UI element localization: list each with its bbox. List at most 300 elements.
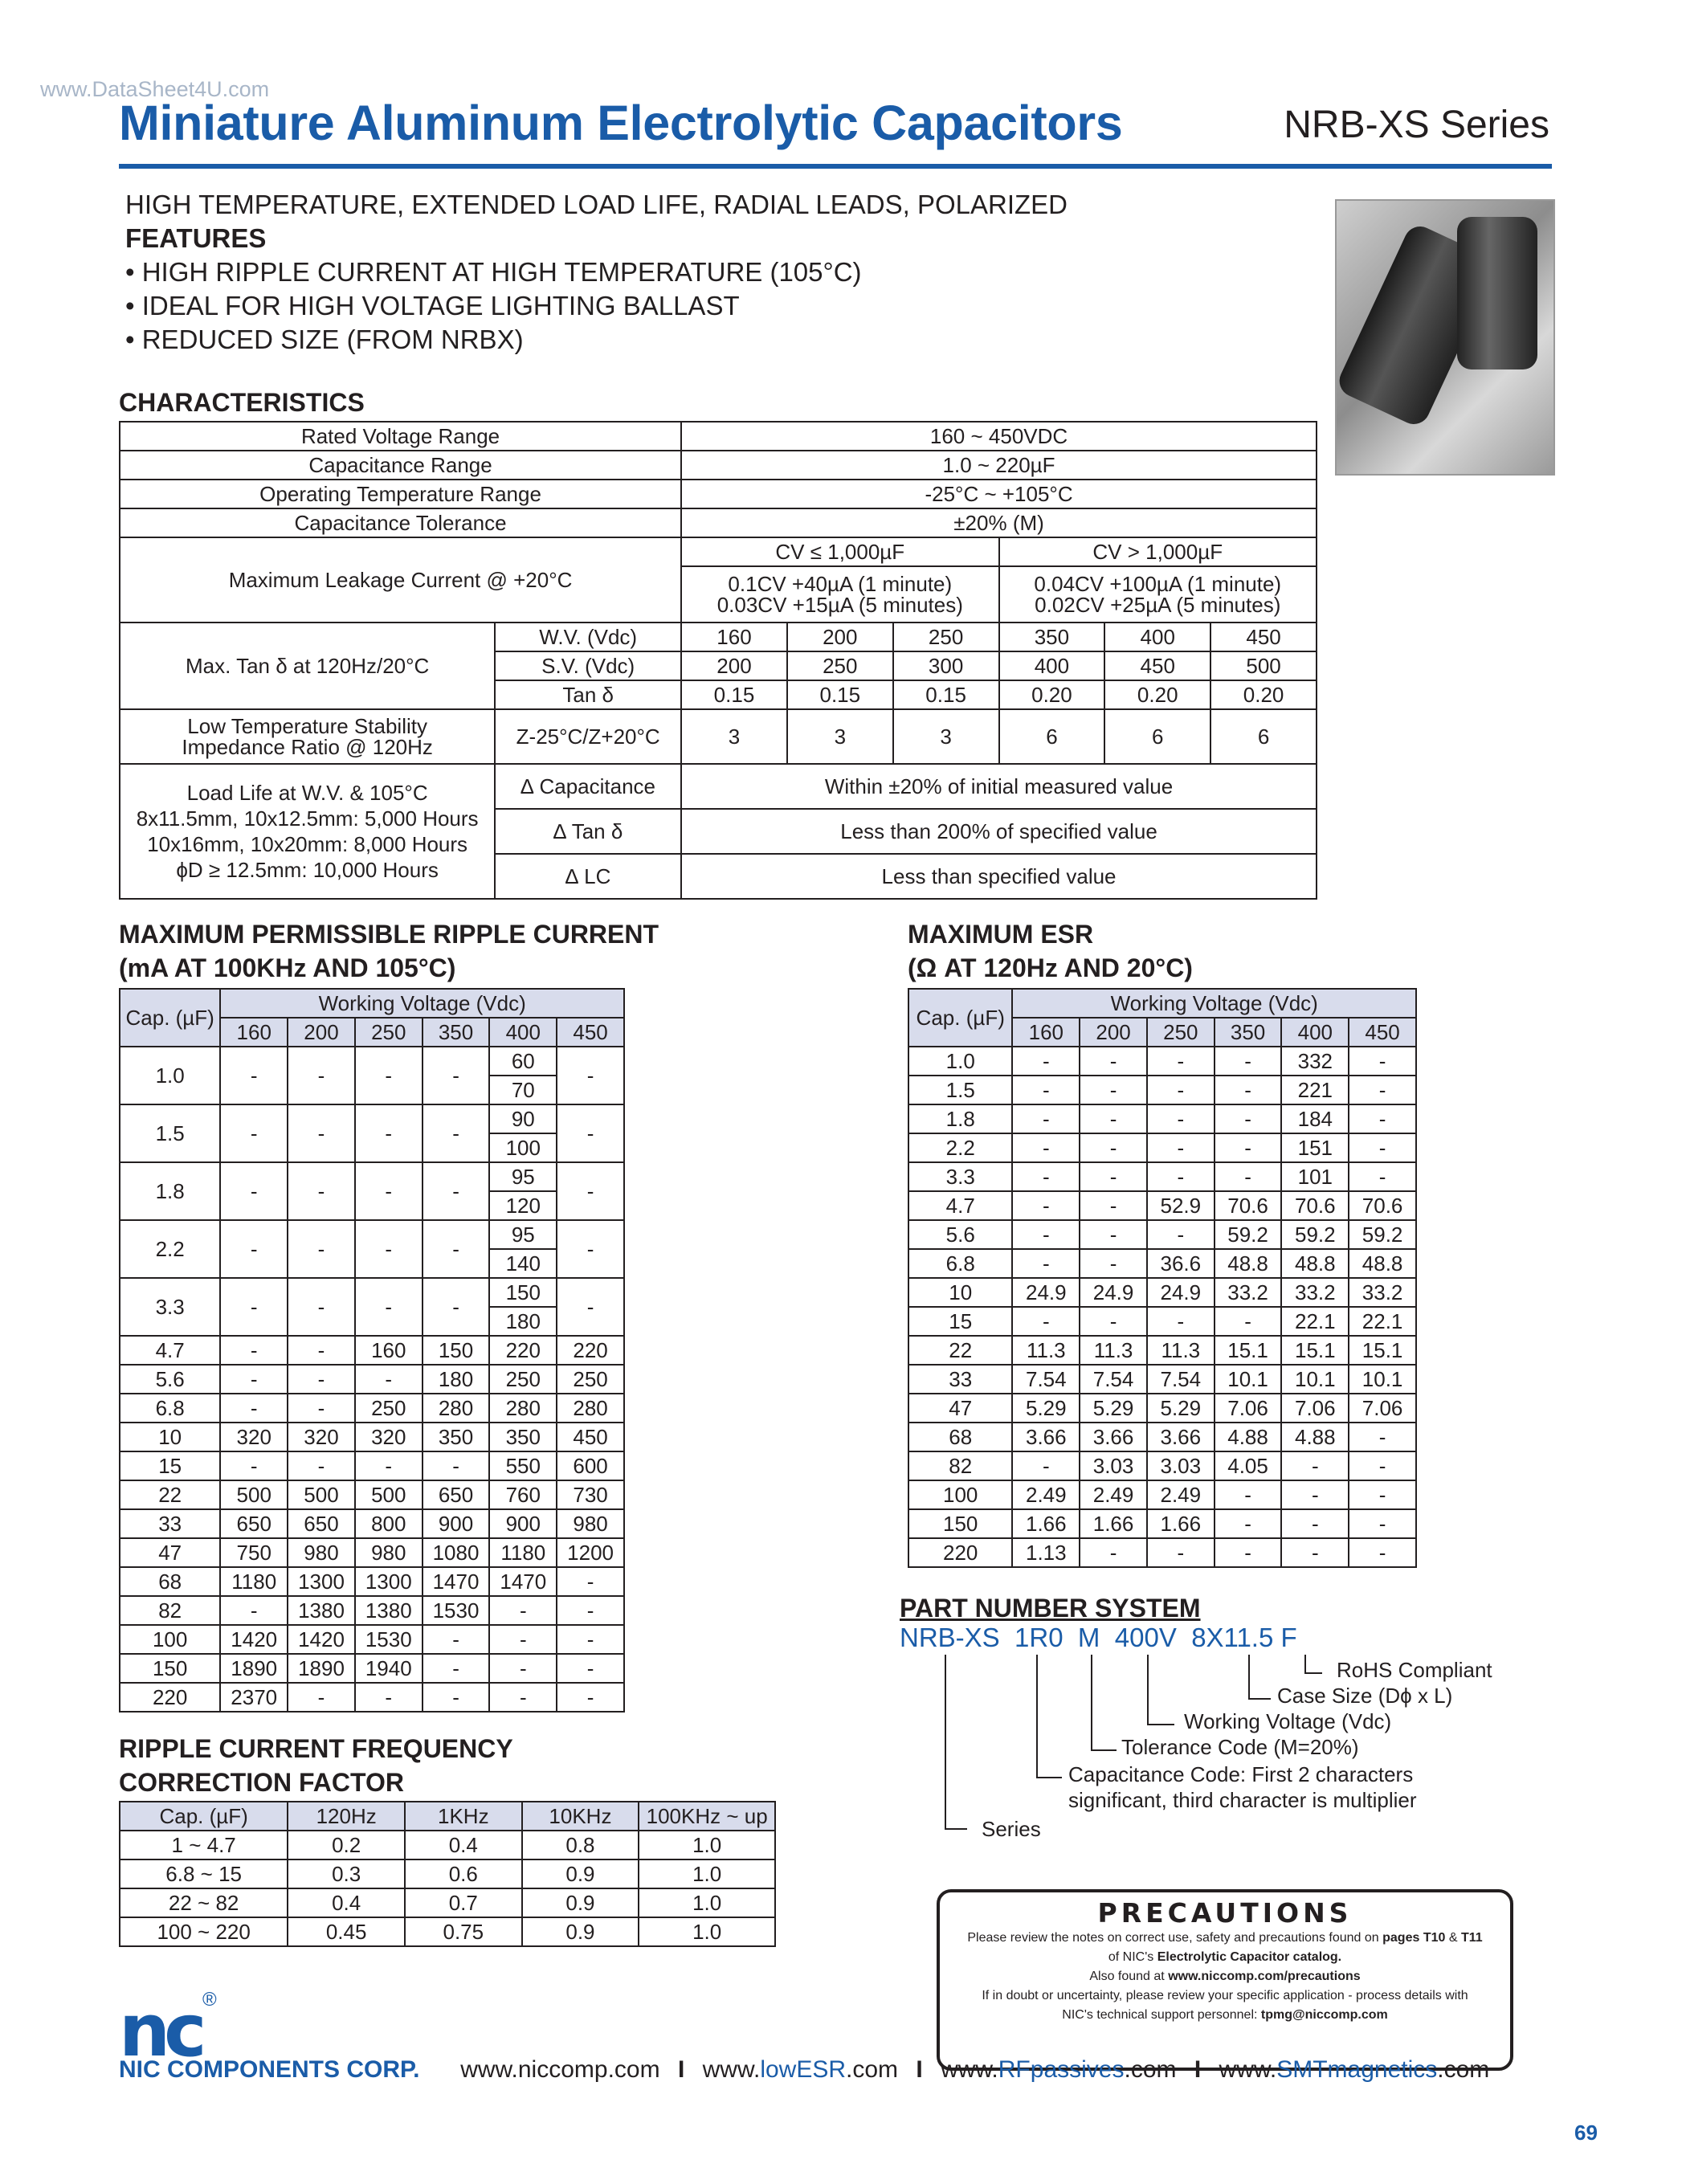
table-cell: 900: [423, 1509, 490, 1538]
leader-line: [945, 1655, 967, 1830]
table-cell: 1420: [220, 1625, 288, 1654]
table-cell: -: [423, 1162, 490, 1220]
table-cell: -: [288, 1683, 355, 1712]
text: NIC's technical support personnel:: [1062, 2008, 1261, 2022]
table-cell: 100 ~ 220: [120, 1917, 288, 1946]
table-cell: 4.7: [120, 1336, 220, 1365]
table-cell: 4.05: [1215, 1451, 1282, 1480]
table-row: [908, 1365, 1416, 1394]
table-cell: 350: [423, 1423, 490, 1451]
table-cell: -: [423, 1220, 490, 1278]
cell: ∆ Capacitance: [495, 764, 681, 809]
cell: 0.20: [1210, 680, 1317, 709]
table-cell: -: [220, 1394, 288, 1423]
leader-line: [1091, 1655, 1117, 1751]
heading-line: MAXIMUM PERMISSIBLE RIPPLE CURRENT: [119, 920, 659, 949]
pn-case: 8X11.5: [1191, 1623, 1274, 1652]
table-cell: 1470: [489, 1567, 557, 1596]
table-cell: 3.3: [908, 1162, 1012, 1191]
table-cell: 650: [288, 1509, 355, 1538]
table-cell: 250: [355, 1394, 423, 1423]
table-cell: 24.9: [1012, 1278, 1080, 1307]
table-cell: 2.2: [120, 1220, 220, 1278]
table-row: [908, 1480, 1416, 1509]
table-cell: -: [1215, 1162, 1282, 1191]
table-cell: 47: [908, 1394, 1012, 1423]
table-cell: 15: [120, 1451, 220, 1480]
table-cell: 1530: [423, 1596, 490, 1625]
text: .com: [607, 2056, 660, 2083]
column-header: 100KHz ~ up: [639, 1802, 775, 1831]
table-row: [908, 1394, 1416, 1423]
table-cell: 4.88: [1281, 1423, 1349, 1451]
table-cell: -: [1215, 1076, 1282, 1104]
table-cell: 90: [489, 1104, 557, 1133]
features-heading: FEATURES: [125, 223, 267, 253]
pn-capcode: 1R0: [1015, 1623, 1063, 1652]
table-cell: -: [1281, 1538, 1349, 1567]
table-cell: -: [1215, 1538, 1282, 1567]
table-row: [908, 1278, 1416, 1307]
table-cell: -: [355, 1162, 423, 1220]
table-cell: -: [288, 1162, 355, 1220]
table-cell: 59.2: [1349, 1220, 1416, 1249]
table-cell: 1 ~ 4.7: [120, 1831, 288, 1859]
row-value: 1.0 ~ 220µF: [681, 451, 1317, 480]
company-name: NIC COMPONENTS CORP.: [119, 2056, 420, 2083]
cell: 0.20: [1104, 680, 1210, 709]
table-cell: 120: [489, 1191, 557, 1220]
table-cell: -: [1281, 1480, 1349, 1509]
page-number: 69: [1574, 2121, 1598, 2145]
freq-heading: [119, 1732, 513, 1799]
email-link[interactable]: tpmg@niccomp.com: [1260, 2008, 1388, 2022]
table-cell: 101: [1281, 1162, 1349, 1191]
table-cell: 22: [908, 1336, 1012, 1365]
table-cell: -: [423, 1278, 490, 1336]
ripple-table: [119, 988, 625, 1713]
table-cell: -: [557, 1220, 624, 1278]
table-cell: 100: [120, 1625, 220, 1654]
table-row: [120, 537, 1317, 566]
table-cell: 33.2: [1349, 1278, 1416, 1307]
precautions-title: PRECAUTIONS: [1097, 1897, 1353, 1929]
table-cell: 1380: [288, 1596, 355, 1625]
table-row: [908, 1191, 1416, 1220]
cell-line: Low Temperature Stability: [187, 714, 427, 738]
precautions-line: [940, 2006, 1510, 2025]
table-cell: -: [1349, 1133, 1416, 1162]
table-cell: 5.6: [908, 1220, 1012, 1249]
table-cell: -: [355, 1451, 423, 1480]
table-cell: 1530: [355, 1625, 423, 1654]
table-cell: -: [1080, 1133, 1147, 1162]
table-cell: -: [288, 1220, 355, 1278]
part-number-code: [900, 1623, 1297, 1653]
table-cell: -: [557, 1625, 624, 1654]
leader-line: [1147, 1655, 1174, 1725]
table-cell: 95: [489, 1220, 557, 1249]
table-cell: -: [1281, 1509, 1349, 1538]
cell: 0.20: [999, 680, 1105, 709]
table-row: [908, 1336, 1416, 1365]
table-cell: -: [1147, 1220, 1215, 1249]
table-cell: -: [1349, 1480, 1416, 1509]
cell: 3: [787, 709, 893, 764]
table-cell: 220: [489, 1336, 557, 1365]
table-row: [908, 1047, 1416, 1076]
pn-label: Capacitance Code: First 2 characters: [1068, 1762, 1414, 1786]
table-cell: 220: [120, 1683, 220, 1712]
table-cell: -: [1349, 1451, 1416, 1480]
text: &: [1445, 1931, 1461, 1945]
table-cell: -: [489, 1683, 557, 1712]
table-cell: 7.54: [1080, 1365, 1147, 1394]
row-value: -25°C ~ +105°C: [681, 480, 1317, 508]
table-cell: 1180: [220, 1567, 288, 1596]
table-cell: -: [220, 1047, 288, 1104]
row-value: 160 ~ 450VDC: [681, 422, 1317, 451]
table-cell: 320: [220, 1423, 288, 1451]
table-cell: 0.75: [405, 1917, 522, 1946]
cell: 350: [999, 623, 1105, 651]
table-row: [120, 1423, 624, 1451]
table-row: [908, 1307, 1416, 1336]
table-cell: 1.0: [639, 1859, 775, 1888]
table-row: [120, 709, 1317, 764]
table-row: [120, 1509, 624, 1538]
row-label: [120, 709, 495, 764]
table-row: [120, 451, 1317, 480]
table-cell: 52.9: [1147, 1191, 1215, 1220]
table-cell: 0.4: [288, 1888, 405, 1917]
table-cell: 33.2: [1215, 1278, 1282, 1307]
footer-bar: [119, 2056, 1489, 2084]
text: SMTmagnetics: [1276, 2056, 1438, 2083]
table-cell: 2.2: [908, 1133, 1012, 1162]
table-row: [120, 1859, 775, 1888]
table-row: [120, 1047, 624, 1076]
table-cell: 900: [489, 1509, 557, 1538]
table-cell: 3.66: [1080, 1423, 1147, 1451]
ripple-heading: [119, 917, 659, 985]
pn-tolerance: M: [1077, 1623, 1100, 1652]
table-cell: -: [1147, 1162, 1215, 1191]
cell-line: ϕD ≥ 12.5mm: 10,000 Hours: [176, 858, 439, 882]
table-cell: 3.66: [1012, 1423, 1080, 1451]
table-cell: 11.3: [1080, 1336, 1147, 1365]
table-cell: 7.54: [1147, 1365, 1215, 1394]
precautions-box: [937, 1889, 1513, 2071]
table-cell: 280: [489, 1394, 557, 1423]
table-cell: -: [1012, 1451, 1080, 1480]
table-cell: 150: [423, 1336, 490, 1365]
table-row: [120, 1480, 624, 1509]
row-label: Operating Temperature Range: [120, 480, 681, 508]
table-cell: 151: [1281, 1133, 1349, 1162]
cell: Less than specified value: [681, 854, 1317, 899]
table-cell: -: [1080, 1191, 1147, 1220]
table-cell: 15.1: [1349, 1336, 1416, 1365]
table-cell: -: [557, 1596, 624, 1625]
table-cell: 800: [355, 1509, 423, 1538]
table-cell: -: [355, 1047, 423, 1104]
table-cell: 0.6: [405, 1859, 522, 1888]
table-cell: -: [220, 1596, 288, 1625]
row-label: Maximum Leakage Current @ +20°C: [120, 537, 681, 623]
table-cell: 980: [288, 1538, 355, 1567]
table-cell: -: [288, 1394, 355, 1423]
table-cell: 320: [288, 1423, 355, 1451]
table-row: [908, 1220, 1416, 1249]
table-cell: 10: [908, 1278, 1012, 1307]
table-cell: 4.88: [1215, 1423, 1282, 1451]
table-row: [908, 1162, 1416, 1191]
table-cell: -: [1215, 1104, 1282, 1133]
table-cell: 1.8: [908, 1104, 1012, 1133]
table-cell: -: [355, 1365, 423, 1394]
table-cell: 280: [557, 1394, 624, 1423]
table-cell: 500: [355, 1480, 423, 1509]
table-cell: 33: [120, 1509, 220, 1538]
table-cell: 33.2: [1281, 1278, 1349, 1307]
column-header: 1KHz: [405, 1802, 522, 1831]
column-header: 200: [288, 1018, 355, 1047]
column-header: Cap. (µF): [120, 989, 220, 1047]
table-cell: 82: [120, 1596, 220, 1625]
table-row: [120, 1683, 624, 1712]
table-cell: 650: [423, 1480, 490, 1509]
table-row: [908, 1538, 1416, 1567]
table-cell: 100: [489, 1133, 557, 1162]
text: .com: [846, 2056, 899, 2083]
registered-mark: ®: [202, 1989, 217, 2011]
table-cell: -: [1012, 1162, 1080, 1191]
table-cell: 332: [1281, 1047, 1349, 1076]
table-cell: -: [1147, 1133, 1215, 1162]
table-cell: -: [1012, 1191, 1080, 1220]
table-cell: 150: [908, 1509, 1012, 1538]
row-label: Max. Tan δ at 120Hz/20°C: [120, 623, 495, 709]
cell: 400: [999, 651, 1105, 680]
table-cell: -: [423, 1683, 490, 1712]
table-cell: 1.0: [639, 1888, 775, 1917]
table-cell: -: [1012, 1249, 1080, 1278]
table-cell: 500: [220, 1480, 288, 1509]
table-cell: 180: [489, 1307, 557, 1336]
heading-line: RIPPLE CURRENT FREQUENCY: [119, 1734, 513, 1763]
text: www.: [702, 2056, 761, 2083]
cell: 200: [681, 651, 787, 680]
cell: ∆ Tan δ: [495, 809, 681, 854]
footer-link-lowesr[interactable]: [703, 2056, 898, 2083]
cell: 400: [1104, 623, 1210, 651]
table-cell: 600: [557, 1451, 624, 1480]
table-cell: -: [1215, 1509, 1282, 1538]
table-row: [120, 1831, 775, 1859]
cell: Less than 200% of specified value: [681, 809, 1317, 854]
text: of NIC's: [1108, 1950, 1157, 1964]
table-cell: 160: [355, 1336, 423, 1365]
text: pages T10: [1382, 1931, 1446, 1945]
feature-item: • IDEAL FOR HIGH VOLTAGE LIGHTING BALLAST: [125, 291, 740, 320]
table-cell: -: [1080, 1307, 1147, 1336]
row-value: ±20% (M): [681, 508, 1317, 537]
table-row: [120, 1654, 624, 1683]
cell-line: Load Life at W.V. & 105°C: [186, 781, 428, 805]
footer-link-rfpassives[interactable]: [941, 2056, 1176, 2083]
table-cell: -: [220, 1278, 288, 1336]
table-cell: 22: [120, 1480, 220, 1509]
table-cell: -: [1147, 1076, 1215, 1104]
table-cell: 1.13: [1012, 1538, 1080, 1567]
table-row: [120, 1888, 775, 1917]
column-header: 400: [489, 1018, 557, 1047]
cell: Within ±20% of initial measured value: [681, 764, 1317, 809]
column-header: 200: [1080, 1018, 1147, 1047]
table-cell: -: [355, 1104, 423, 1162]
table-cell: 10.1: [1349, 1365, 1416, 1394]
table-row: [908, 1451, 1416, 1480]
cell: 250: [893, 623, 999, 651]
table-cell: -: [1147, 1104, 1215, 1133]
table-cell: -: [288, 1365, 355, 1394]
table-cell: -: [355, 1220, 423, 1278]
table-cell: 48.8: [1281, 1249, 1349, 1278]
heading-line: (mA AT 100KHz AND 105°C): [119, 953, 456, 982]
table-cell: -: [288, 1336, 355, 1365]
table-cell: -: [1281, 1451, 1349, 1480]
cell: 0.15: [681, 680, 787, 709]
table-cell: 6.8 ~ 15: [120, 1859, 288, 1888]
table-row: [908, 1133, 1416, 1162]
table-cell: 22 ~ 82: [120, 1888, 288, 1917]
table-cell: 1180: [489, 1538, 557, 1567]
table-row: [120, 1365, 624, 1394]
table-cell: -: [557, 1104, 624, 1162]
pn-series: NRB-XS: [900, 1623, 1000, 1652]
table-cell: -: [288, 1278, 355, 1336]
table-cell: -: [557, 1047, 624, 1104]
table-cell: -: [288, 1047, 355, 1104]
cell: [999, 566, 1317, 623]
table-cell: -: [355, 1278, 423, 1336]
table-cell: 48.8: [1215, 1249, 1282, 1278]
pn-label: Case Size (Dϕ x L): [1277, 1684, 1453, 1708]
table-cell: 1890: [220, 1654, 288, 1683]
table-cell: 760: [489, 1480, 557, 1509]
table-cell: 48.8: [1349, 1249, 1416, 1278]
column-header: Cap. (µF): [120, 1802, 288, 1831]
cell-line: 10x16mm, 10x20mm: 8,000 Hours: [147, 832, 468, 856]
table-cell: -: [1080, 1047, 1147, 1076]
table-cell: 7.06: [1281, 1394, 1349, 1423]
cell-line: 0.1CV +40µA (1 minute): [728, 572, 953, 596]
table-cell: -: [1080, 1538, 1147, 1567]
table-cell: -: [220, 1451, 288, 1480]
table-cell: -: [1012, 1220, 1080, 1249]
table-header-row: [120, 989, 624, 1018]
watermark: www.DataSheet4U.com: [40, 77, 270, 101]
separator: I: [916, 2056, 923, 2083]
table-cell: 3.03: [1147, 1451, 1215, 1480]
table-cell: 59.2: [1281, 1220, 1349, 1249]
table-cell: 980: [355, 1538, 423, 1567]
logo-mark: nc: [119, 1989, 201, 2073]
footer-link-niccomp[interactable]: [460, 2056, 659, 2083]
table-row: [120, 422, 1317, 451]
cell: 160: [681, 623, 787, 651]
separator: I: [677, 2056, 685, 2083]
cell: CV ≤ 1,000µF: [681, 537, 998, 566]
table-cell: -: [1147, 1538, 1215, 1567]
precautions-line: If in doubt or uncertainty, please review your specific application - process details with: [982, 1989, 1468, 2002]
text: www.: [460, 2056, 518, 2083]
table-row: [120, 1451, 624, 1480]
table-cell: 1080: [423, 1538, 490, 1567]
table-cell: 3.66: [1147, 1423, 1215, 1451]
table-row: [120, 1278, 624, 1307]
description: HIGH TEMPERATURE, EXTENDED LOAD LIFE, RADIAL LEADS, POLARIZED: [125, 190, 1068, 219]
column-header: 10KHz: [522, 1802, 639, 1831]
table-cell: 70.6: [1349, 1191, 1416, 1220]
table-cell: 0.2: [288, 1831, 405, 1859]
column-header: 120Hz: [288, 1802, 405, 1831]
table-row: [120, 508, 1317, 537]
column-header: Working Voltage (Vdc): [220, 989, 624, 1018]
table-cell: -: [220, 1336, 288, 1365]
table-cell: -: [220, 1365, 288, 1394]
table-cell: 7.06: [1215, 1394, 1282, 1423]
table-cell: 6.8: [908, 1249, 1012, 1278]
table-cell: 3.03: [1080, 1451, 1147, 1480]
column-header: 250: [1147, 1018, 1215, 1047]
table-cell: 1.0: [639, 1831, 775, 1859]
table-cell: 1420: [288, 1625, 355, 1654]
table-cell: -: [1080, 1249, 1147, 1278]
table-cell: 7.06: [1349, 1394, 1416, 1423]
table-cell: 0.3: [288, 1859, 405, 1888]
table-cell: 70: [489, 1076, 557, 1104]
cell-line: 0.04CV +100µA (1 minute): [1034, 572, 1282, 596]
table-cell: -: [423, 1625, 490, 1654]
table-cell: 95: [489, 1162, 557, 1191]
table-cell: 1.0: [120, 1047, 220, 1104]
table-cell: 7.54: [1012, 1365, 1080, 1394]
separator: I: [1194, 2056, 1202, 2083]
table-cell: 36.6: [1147, 1249, 1215, 1278]
table-cell: -: [1215, 1307, 1282, 1336]
table-cell: 22.1: [1349, 1307, 1416, 1336]
text: .com: [1437, 2056, 1490, 2083]
text: T11: [1460, 1931, 1483, 1945]
precautions-link[interactable]: www.niccomp.com/precautions: [1168, 1970, 1361, 1983]
table-row: [120, 480, 1317, 508]
table-cell: -: [288, 1451, 355, 1480]
table-cell: 100: [908, 1480, 1012, 1509]
table-cell: -: [1080, 1076, 1147, 1104]
table-cell: -: [423, 1451, 490, 1480]
table-row: [120, 1917, 775, 1946]
table-cell: 1.66: [1080, 1509, 1147, 1538]
table-cell: 0.7: [405, 1888, 522, 1917]
footer-link-smtmagnetics[interactable]: [1219, 2056, 1490, 2083]
table-cell: -: [1215, 1047, 1282, 1076]
table-cell: 500: [288, 1480, 355, 1509]
table-cell: 15.1: [1215, 1336, 1282, 1365]
table-cell: 15: [908, 1307, 1012, 1336]
table-cell: 1.66: [1012, 1509, 1080, 1538]
